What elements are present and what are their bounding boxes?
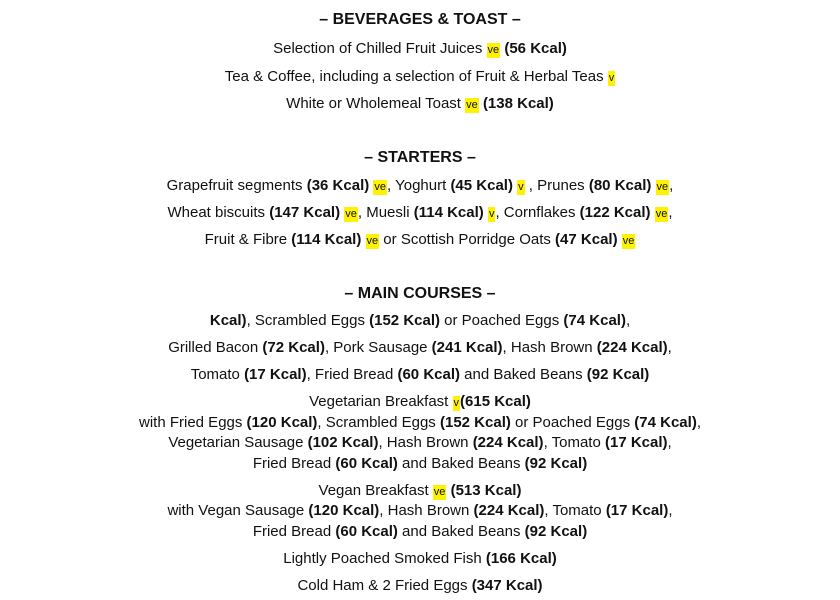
starters-line-1: [0, 176, 840, 197]
kcal: (74 Kcal): [563, 312, 626, 329]
vegan-line-2: [0, 522, 840, 542]
punctuation: ,: [668, 502, 673, 519]
kcal: (17 Kcal): [244, 366, 307, 383]
kcal: (80 Kcal): [588, 177, 652, 194]
item-name: , Yoghurt: [387, 177, 451, 194]
punctuation: ,: [625, 312, 631, 329]
kcal: (147 Kcal): [269, 204, 341, 221]
spacer: [361, 231, 365, 248]
vegan-tag: ve: [655, 208, 668, 220]
kcal: (152 Kcal): [369, 312, 440, 329]
item-name: or Poached Eggs: [440, 312, 564, 329]
item-name: Grilled Bacon: [168, 339, 263, 356]
item-name: , Scrambled Eggs: [317, 414, 440, 431]
kcal: (36 Kcal): [306, 177, 370, 194]
item-name: or Scottish Porridge Oats: [379, 231, 556, 248]
item-name: with Fried Eggs: [139, 414, 247, 431]
vegan-line-1: [0, 501, 840, 521]
item-name: Fried Bread: [252, 455, 336, 472]
kcal: (122 Kcal): [579, 204, 651, 221]
item-name: Vegetarian Sausage: [168, 434, 308, 451]
kcal: (92 Kcal): [524, 455, 588, 472]
item-name: Cold Ham & 2 Fried Eggs: [297, 577, 472, 594]
menu-item-tea-coffee: [0, 67, 840, 88]
kcal: (224 Kcal): [473, 502, 545, 519]
item-name: Fried Bread: [252, 523, 336, 540]
kcal: (120 Kcal): [246, 414, 318, 431]
kcal: (224 Kcal): [596, 339, 668, 356]
item-name: , Hash Brown: [378, 434, 473, 451]
punctuation: ,: [668, 204, 673, 221]
vegetarian-line-1: [0, 413, 840, 433]
punctuation: ,: [696, 414, 701, 431]
item-name: , Prunes: [524, 177, 589, 194]
kcal: (45 Kcal): [450, 177, 513, 194]
kcal: (17 Kcal): [604, 434, 668, 451]
kcal: (347 Kcal): [471, 577, 543, 594]
item-name: with Vegan Sausage: [167, 502, 309, 519]
item-name: Lightly Poached Smoked Fish: [283, 550, 486, 567]
kcal: (615 Kcal): [460, 393, 531, 410]
menu-item-cold-ham: [0, 576, 840, 596]
item-name: Tomato: [190, 366, 245, 383]
item-name: , Muesli: [357, 204, 414, 221]
item-name: Fruit & Fibre: [204, 231, 292, 248]
kcal: (513 Kcal): [450, 482, 522, 499]
main-line-3: [0, 365, 840, 385]
item-name: and Baked Beans: [460, 366, 587, 383]
kcal: (17 Kcal): [605, 502, 669, 519]
main-line-2: [0, 338, 840, 358]
kcal: (114 Kcal): [413, 204, 484, 221]
vegetarian-line-3: [0, 454, 840, 474]
item-name: , Pork Sausage: [324, 339, 432, 356]
vegan-tag: ve: [433, 486, 446, 498]
kcal: (47 Kcal): [555, 231, 618, 248]
main-line-1: [0, 311, 840, 331]
starters-line-2: [0, 203, 840, 224]
item-name: Selection of Chilled Fruit Juices: [273, 40, 487, 57]
item-name: or Poached Eggs: [510, 414, 635, 431]
starters-line-3: [0, 230, 840, 251]
item-name: Grapefruit segments: [166, 177, 307, 194]
item-name: and Baked Beans: [397, 455, 525, 472]
kcal: (114 Kcal): [291, 231, 362, 248]
item-name: , Fried Bread: [306, 366, 398, 383]
vegan-tag: ve: [656, 181, 669, 193]
kcal: (72 Kcal): [262, 339, 325, 356]
vegetarian-breakfast-title: [0, 392, 840, 413]
item-name: , Scrambled Eggs: [246, 312, 370, 329]
kcal: Kcal): [209, 312, 247, 329]
item-name: White or Wholemeal Toast: [286, 95, 466, 112]
spacer: [651, 177, 655, 194]
item-name: Wheat biscuits: [167, 204, 270, 221]
kcal: (166 Kcal): [485, 550, 557, 567]
vegan-tag: ve: [374, 181, 387, 193]
punctuation: ,: [667, 434, 672, 451]
item-name: , Tomato: [543, 434, 605, 451]
section-heading-starters: – STARTERS –: [364, 149, 476, 166]
vegetarian-tag: v: [488, 208, 495, 220]
item-name: , Hash Brown: [379, 502, 474, 519]
vegan-breakfast-title: [0, 481, 840, 502]
kcal: (60 Kcal): [335, 455, 398, 472]
vegan-tag: ve: [345, 208, 357, 220]
kcal: (138 Kcal): [482, 95, 554, 112]
kcal: (56 Kcal): [504, 40, 567, 57]
item-name: and Baked Beans: [397, 523, 525, 540]
section-heading-beverages: – BEVERAGES & TOAST –: [319, 11, 521, 28]
kcal: (241 Kcal): [431, 339, 503, 356]
item-name: Vegan Breakfast: [318, 482, 433, 499]
menu-item-fruit-juices: [0, 39, 840, 60]
vegetarian-line-2: [0, 433, 840, 453]
kcal: (74 Kcal): [634, 414, 697, 431]
item-name: , Cornflakes: [495, 204, 580, 221]
kcal: (120 Kcal): [308, 502, 380, 519]
punctuation: ,: [669, 177, 674, 194]
vegan-tag: ve: [487, 44, 500, 56]
vegan-tag: ve: [622, 235, 635, 247]
vegan-tag: ve: [366, 235, 379, 247]
vegetarian-tag: v: [518, 181, 524, 193]
kcal: (92 Kcal): [586, 366, 650, 383]
menu-item-toast: [0, 94, 840, 115]
item-name: Vegetarian Breakfast: [309, 393, 453, 410]
punctuation: ,: [667, 339, 672, 356]
kcal: (60 Kcal): [335, 523, 398, 540]
item-name: Tea & Coffee, including a selection of Fruit & Herbal Teas: [224, 68, 608, 85]
section-heading-main-courses: – MAIN COURSES –: [344, 285, 496, 302]
kcal: (92 Kcal): [524, 523, 588, 540]
menu-item-smoked-fish: [0, 549, 840, 569]
vegetarian-tag: v: [608, 72, 615, 84]
kcal: (60 Kcal): [397, 366, 460, 383]
vegan-tag: ve: [466, 99, 478, 111]
kcal: (224 Kcal): [472, 434, 544, 451]
item-name: , Hash Brown: [502, 339, 597, 356]
item-name: , Tomato: [544, 502, 606, 519]
kcal: (102 Kcal): [307, 434, 379, 451]
vegetarian-tag: v: [453, 397, 460, 409]
kcal: (152 Kcal): [439, 414, 511, 431]
